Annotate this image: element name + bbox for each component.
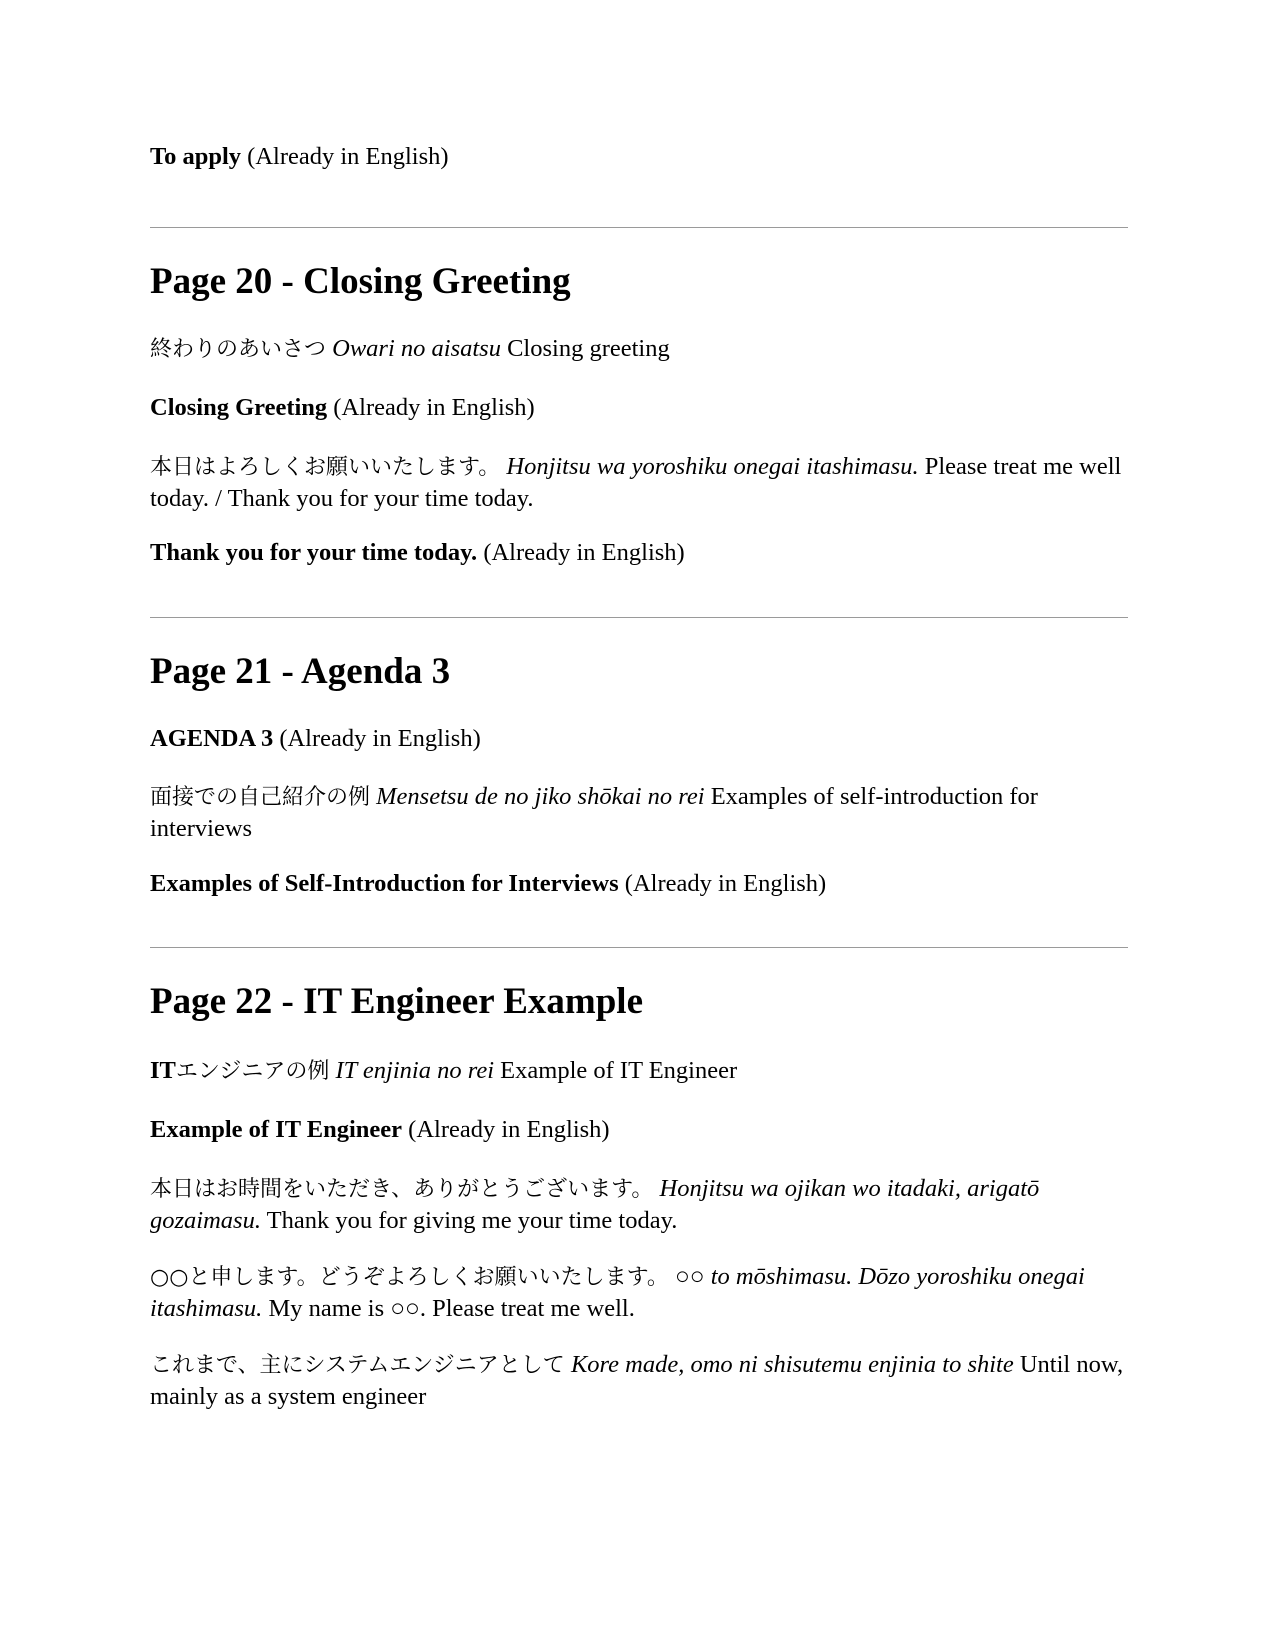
bold-text: AGENDA 3 (150, 725, 274, 752)
line-vocab (150, 781, 1128, 844)
english-text: Thank you for giving me your time today. (266, 1207, 678, 1234)
english-text: My name is ○○. Please treat me well. (268, 1295, 635, 1322)
section-title-page-22: Page 22 - IT Engineer Example (150, 981, 643, 1022)
romaji-text: Honjitsu wa yoroshiku onegai itashimasu. (506, 453, 919, 480)
english-text: Example of IT Engineer (500, 1057, 738, 1084)
bold-text: Example of IT Engineer (150, 1116, 403, 1143)
note-text: (Already in English) (279, 725, 481, 752)
romaji-text: Mensetsu de no jiko shōkai no rei (376, 783, 705, 810)
intro-bold: To apply (150, 143, 242, 170)
bold-prefix: IT (150, 1057, 176, 1084)
note-text: (Already in English) (333, 394, 535, 421)
section-title-page-21: Page 21 - Agenda 3 (150, 651, 451, 692)
line-vocab (150, 1055, 1128, 1087)
japanese-text: 終わりのあいさつ (150, 337, 327, 362)
english-text: Closing greeting (507, 335, 670, 362)
romaji-text: IT enjinia no rei (335, 1057, 495, 1084)
line-vocab (150, 1349, 1128, 1412)
line-english-note (150, 868, 1128, 899)
english-text: Please treat me well today. / Thank you for your time today. (150, 453, 1122, 512)
english-text: Examples of self-introduction for interviews (150, 783, 1038, 842)
intro-note: (Already in English) (247, 143, 449, 170)
line-english-note (150, 392, 1128, 423)
bold-text: Examples of Self-Introduction for Interviews (150, 870, 619, 897)
line-vocab (150, 1261, 1128, 1324)
japanese-text: 本日はよろしくお願いいたします。 (150, 455, 501, 480)
japanese-text: これまで、主にシステムエンジニアとして (150, 1353, 565, 1378)
romaji-text: Owari no aisatsu (332, 335, 501, 362)
japanese-text: 面接での自己紹介の例 (150, 785, 371, 810)
romaji-text: Kore made, omo ni shisutemu enjinia to shite (570, 1351, 1014, 1378)
section-divider (150, 617, 1128, 618)
line-english-note (150, 723, 1128, 754)
japanese-text: エンジニアの例 (175, 1059, 330, 1084)
bold-text: Thank you for your time today. (150, 539, 478, 566)
intro-line (150, 141, 1128, 172)
bold-text: Closing Greeting (150, 394, 328, 421)
section-divider (150, 947, 1128, 948)
section-title-page-20: Page 20 - Closing Greeting (150, 261, 571, 302)
section-divider (150, 227, 1128, 228)
romaji-text: ○○ to mōshimasu. Dōzo yoroshiku onegai itashimasu. (150, 1263, 1085, 1322)
japanese-text: ○○と申します。どうぞよろしくお願いいたします。 (150, 1265, 669, 1290)
english-text: Until now, mainly as a system engineer (150, 1351, 1124, 1410)
line-vocab (150, 1173, 1128, 1236)
japanese-text: 本日はお時間をいただき、ありがとうございます。 (150, 1177, 654, 1202)
note-text: (Already in English) (624, 870, 827, 897)
line-vocab (150, 333, 1128, 365)
note-text: (Already in English) (483, 539, 685, 566)
line-english-note (150, 537, 1128, 568)
note-text: (Already in English) (408, 1116, 610, 1143)
line-vocab (150, 451, 1128, 514)
romaji-text: Honjitsu wa ojikan wo itadaki, arigatō gozaimasu. (150, 1175, 1040, 1234)
line-english-note (150, 1114, 1128, 1145)
